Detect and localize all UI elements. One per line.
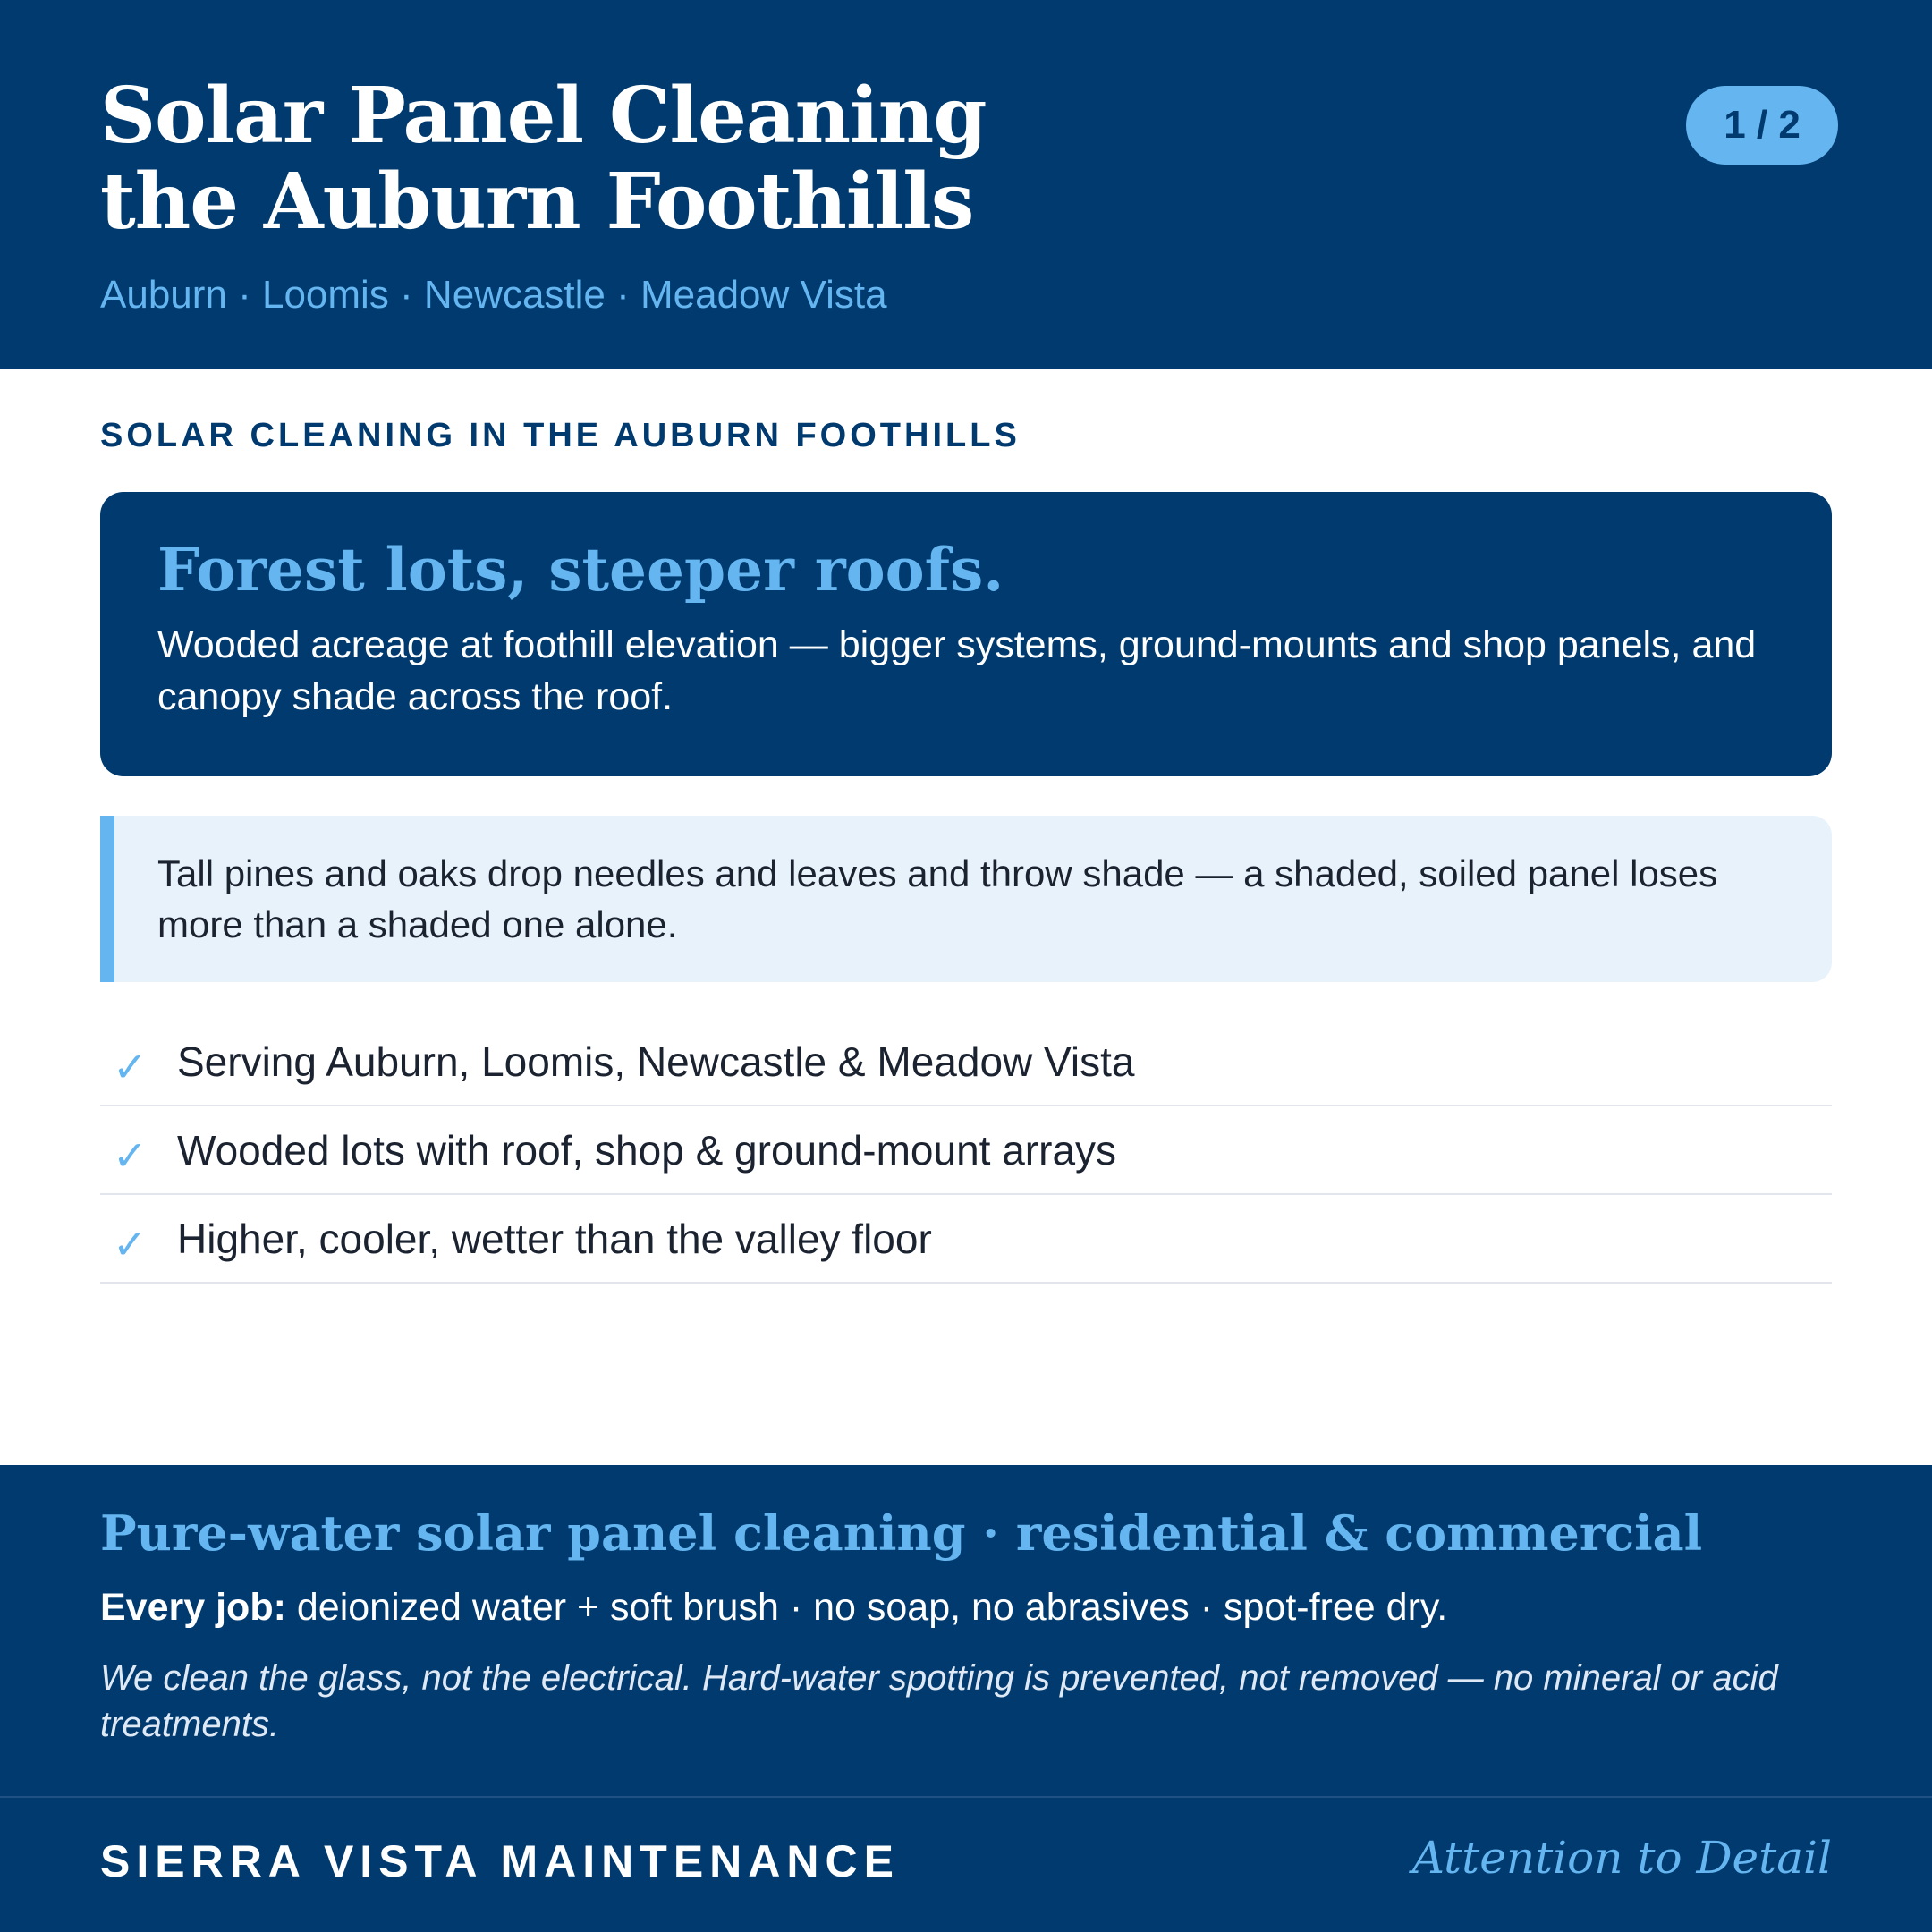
page-title-line-1: Solar Panel Cleaning (100, 71, 987, 161)
hero-text: Wooded acreage at foothill elevation — bigger systems, ground-mounts and shop panels, and canopy shade across the roof. (157, 623, 1757, 718)
check-icon: ✓ (113, 1220, 148, 1267)
header-banner (0, 0, 1932, 369)
brand-tagline: Attention to Detail (1411, 1832, 1832, 1884)
every-job-line (100, 1581, 1447, 1633)
hero-title: Forest lots, steeper roofs. (157, 535, 1004, 605)
section-heading: SOLAR CLEANING IN THE AUBURN FOOTHILLS (100, 417, 1021, 454)
brand-name: SIERRA VISTA MAINTENANCE (100, 1836, 900, 1886)
every-job-label: Every job: (100, 1586, 286, 1629)
checklist-item-text: Wooded lots with roof, shop & ground-mount arrays (177, 1126, 1117, 1174)
footer (0, 1465, 1932, 1932)
every-job-text: deionized water + soft brush · no soap, no abrasives · spot-free dry. (296, 1586, 1448, 1629)
checklist-item (100, 1106, 1832, 1195)
check-icon: ✓ (113, 1043, 148, 1090)
checklist-item (100, 1195, 1832, 1284)
footer-title: Pure-water solar panel cleaning · residential & commercial (100, 1504, 1703, 1562)
shade-callout: Tall pines and oaks drop needles and leaves and throw shade — a shaded, soiled panel loses more than a shaded one alone. (100, 816, 1832, 982)
footer-disclaimer: We clean the glass, not the electrical. Hard-water spotting is prevented, not removed — no mineral or acid treatments. (100, 1658, 1778, 1744)
page-indicator-badge: 1 / 2 (1686, 86, 1838, 165)
checklist-item (100, 1018, 1832, 1106)
checklist-item-text: Higher, cooler, wetter than the valley floor (177, 1215, 932, 1262)
service-areas-subtitle: Auburn · Loomis · Newcastle · Meadow Vista (100, 273, 887, 317)
footer-divider (0, 1796, 1932, 1798)
feature-checklist (100, 1018, 1832, 1284)
check-icon: ✓ (113, 1131, 148, 1179)
page-title (100, 73, 1496, 245)
checklist-item-text: Serving Auburn, Loomis, Newcastle & Meadow Vista (177, 1038, 1135, 1085)
hero-card (100, 492, 1832, 776)
page-title-line-2: the Auburn Foothills (100, 157, 974, 247)
